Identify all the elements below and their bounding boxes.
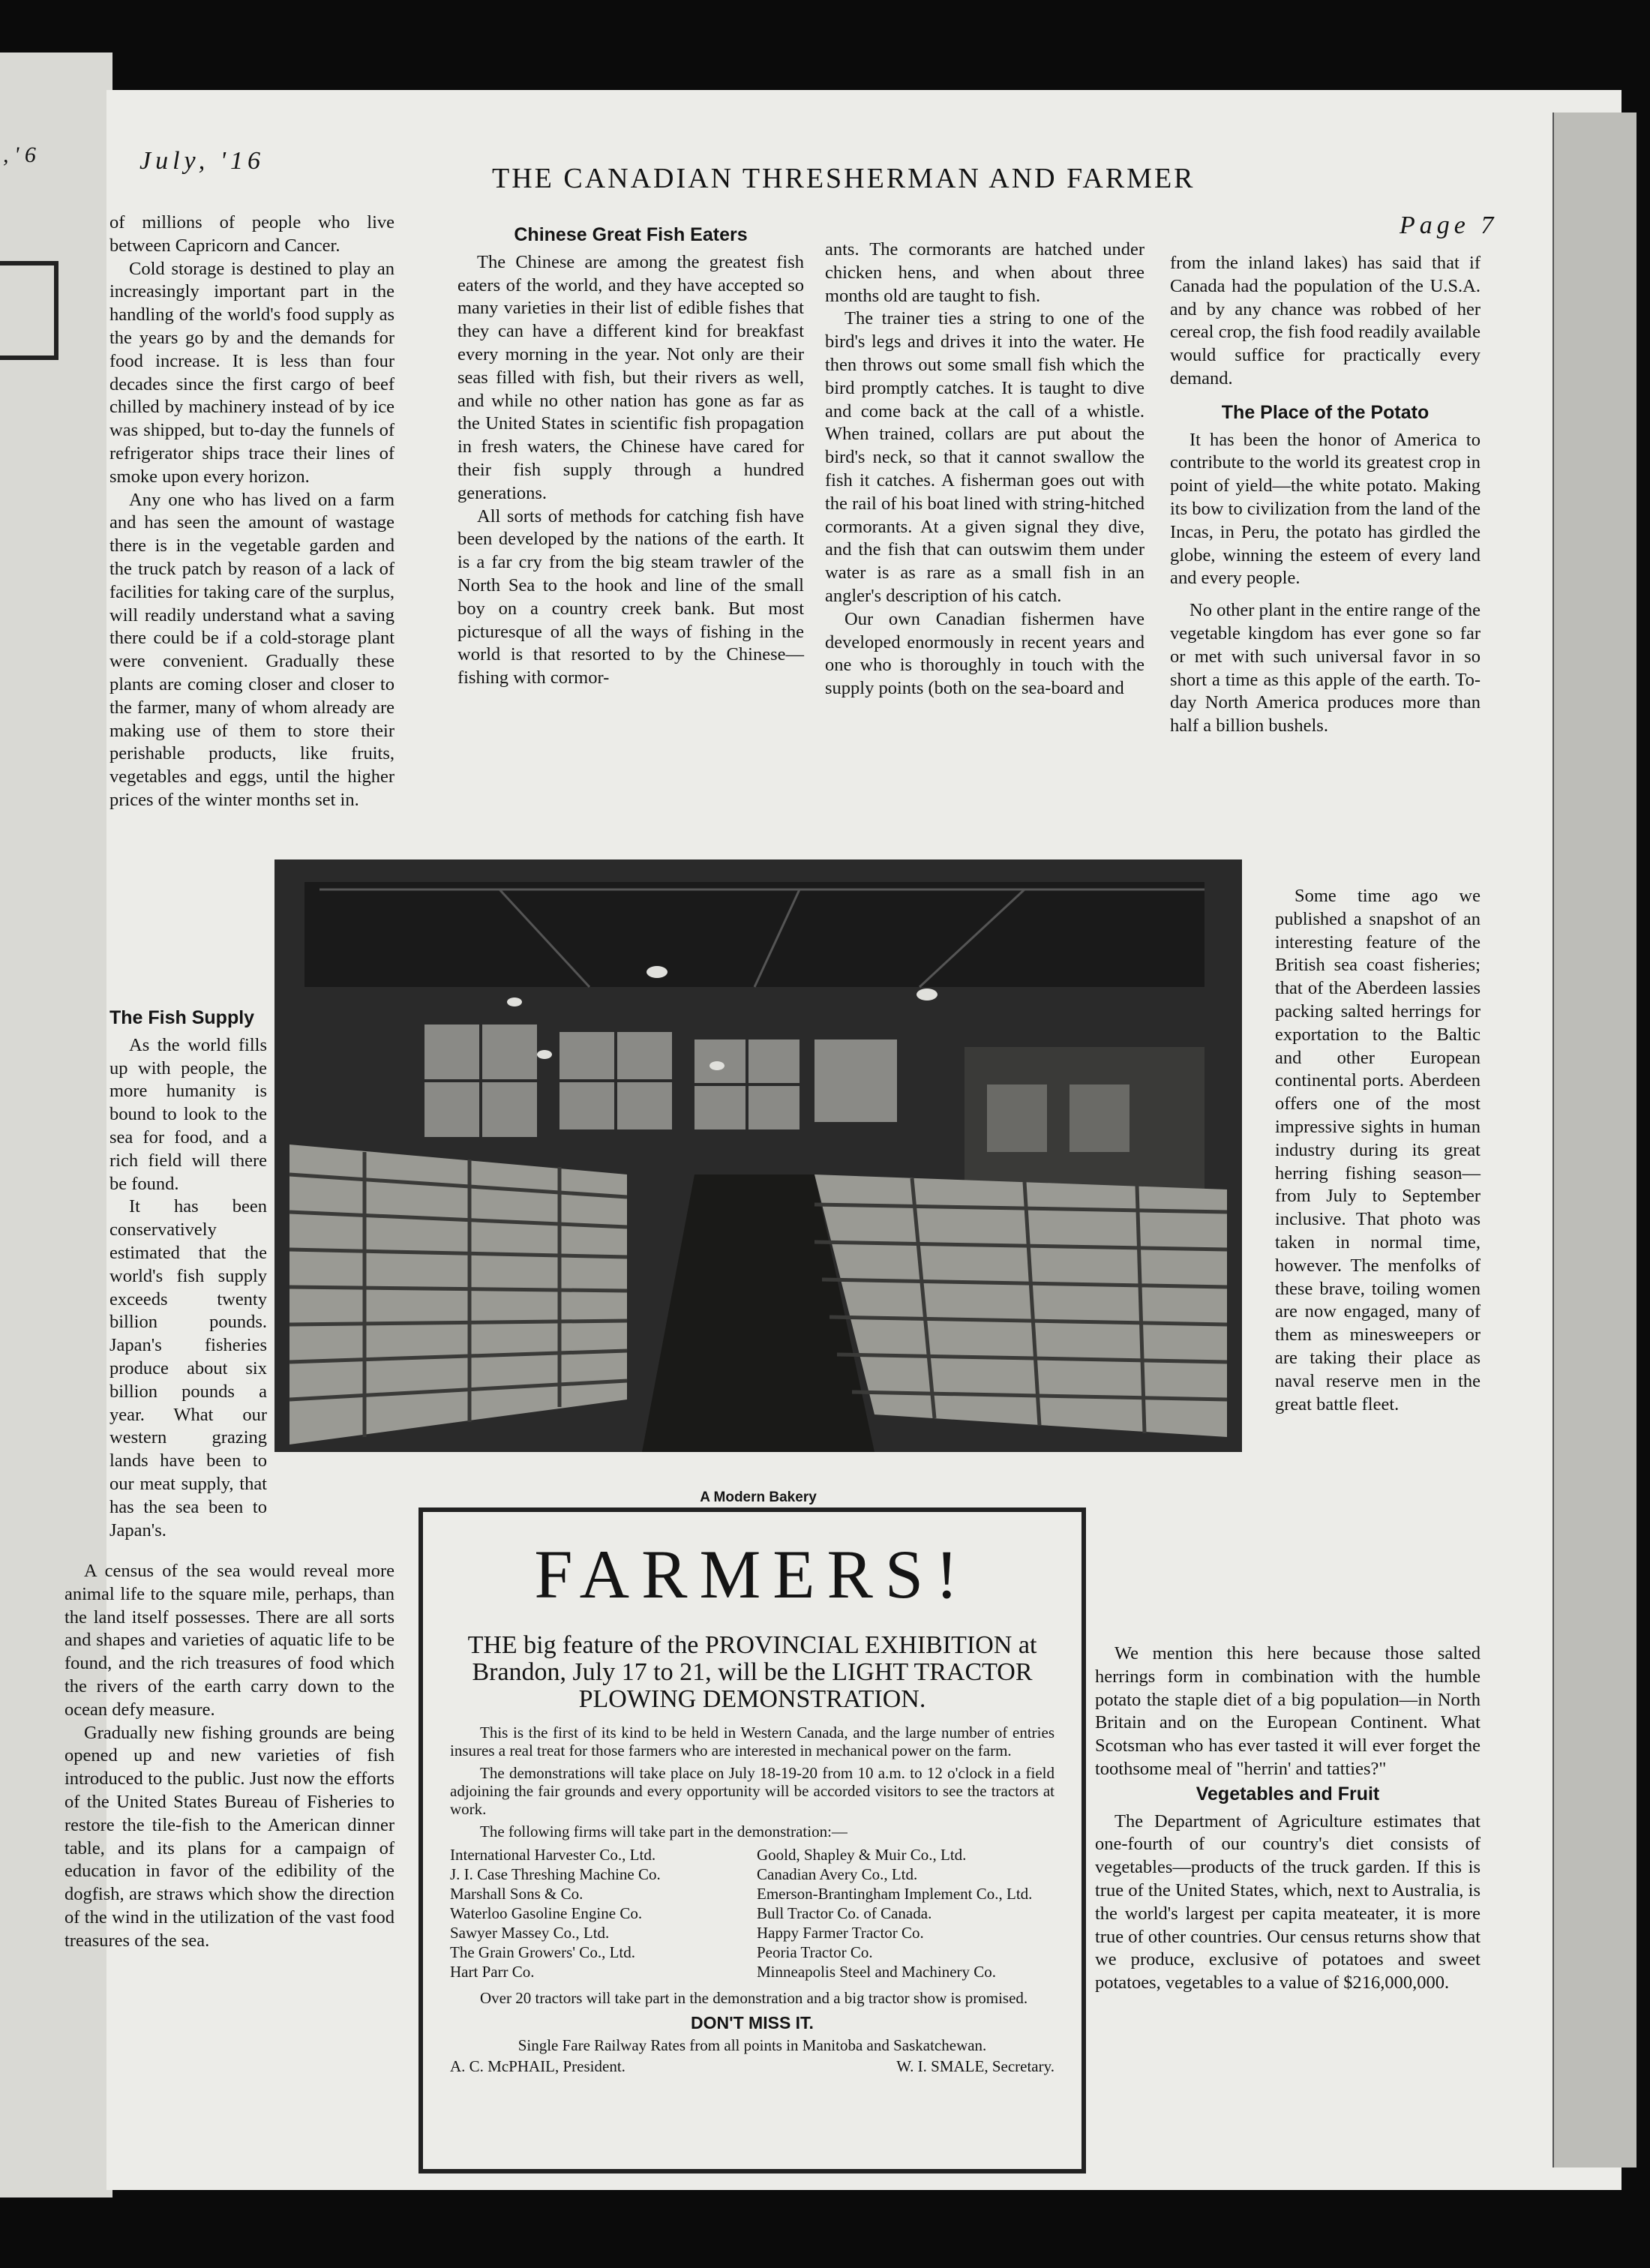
masthead-title: THE CANADIAN THRESHERMAN AND FARMER: [492, 163, 1196, 194]
paragraph: Gradually new fishing grounds are being opened up and new varieties of fish introduced to the public. Just now the efforts of the United States Bureau of Fisheries to restore the tile-fish to the American dinner table, and its plans for a campaign of education in favor of the edibility of the dogfish, are straws which show the direction of the wind in the utilization of the vast food treasures of the sea.: [64, 1722, 394, 1951]
column-1-lower: [110, 1005, 267, 1542]
ad-paragraph: This is the first of its kind to be held in Western Canada, and the large number of entries insures a real treat for those farmers who are interested in mechanical power on the farm.: [450, 1724, 1054, 1760]
ad-dont-miss: DON'T MISS IT.: [691, 2013, 814, 2032]
ad-rates: Single Fare Railway Rates from all points in Manitoba and Saskatchewan.: [518, 2036, 987, 2054]
bakery-photo-illustration: [274, 860, 1242, 1452]
paragraph: Any one who has lived on a farm and has seen the amount of wastage there is in the vegetable garden and the truck patch by reason of a lack of facilities for taking care of the surplus, will readily understand what a saving there could be if a cold-storage plant were convenient. Gradually these plants are coming closer and closer to the farmer, many of whom already are making use of them to store their perishable products, like fruits, vegetables and eggs, until the higher prices of the winter months set in.: [110, 489, 394, 810]
paragraph: Cold storage is destined to play an increasingly important part in the handling of the world's food supply as the years go by and the demands for food increase. It is less than four decades since the first cargo of beef chilled by machinery instead of by ice was shipped, but to-day the funnels of refrigerator ships trace their lines of smoke upon every horizon.: [110, 258, 394, 487]
paragraph: As the world fills up with people, the more humanity is bound to look to the sea for food, and a rich field will there be found.: [110, 1034, 267, 1194]
paragraph: We mention this here because those salted herrings form in combination with the humble potato the staple diet of a big population—in North Britain and on the European Continent. What Scotsman who has ever tasted it will ever forget the toothsome meal of "herrin' and tatties?": [1095, 1643, 1480, 1779]
column-4-middle: [1275, 885, 1480, 1416]
heading-place-of-potato: The Place of the Potato: [1221, 401, 1430, 423]
paragraph: of millions of people who live between Capricorn and Cancer.: [110, 212, 394, 256]
firm-name: Marshall Sons & Co.: [450, 1885, 584, 1903]
previous-page-box: [0, 261, 58, 360]
exhibition-advertisement: [418, 1508, 1086, 2174]
firm-list: [450, 1845, 1054, 1982]
firm-list-right: [757, 1845, 1054, 1982]
firm-name: International Harvester Co., Ltd.: [450, 1846, 656, 1864]
column-3: [825, 238, 1144, 700]
photo-caption: A Modern Bakery: [700, 1490, 817, 1505]
ad-paragraph: The following firms will take part in the demonstration:—: [480, 1822, 848, 1840]
paragraph: All sorts of methods for catching fish have been developed by the nations of the earth. It is a far cry from the big steam trawler of the North Sea to the hook and line of the small boy on a country creek bank. But most picturesque of all the ways of fishing in the world is that resorted to by the Chinese—fishing with cormor-: [458, 506, 804, 688]
column-1: [110, 212, 394, 812]
column-4: [1170, 252, 1480, 738]
firm-name: Bull Tractor Co. of Canada.: [757, 1904, 932, 1922]
column-4-bottom: [1095, 1642, 1480, 1995]
paragraph: The trainer ties a string to one of the bird's legs and drives it into the water. He then throws out some small fish which the bird promptly catches. It is taught to dive and come back at the call of a whistle. When trained, collars are put about the bird's neck, so that it cannot swallow the fish it catches. A fisherman goes out with the rail of his boat lined with string-hitched cormorants. At a given signal they dive, and the fish that can outswim them under water is as rare as a small fish in an angler's description of his catch.: [825, 308, 1144, 606]
ad-closing: [450, 1989, 1054, 2007]
column-2: [458, 222, 804, 690]
paragraph: Some time ago we published a snapshot of an interesting feature of the British sea coast fisheries; that of the Aberdeen lassies packing salted herrings for exportation to the Baltic and other European continental ports. Aberdeen offers one of the most impressive sights in human industry during its great herring fishing season—from July to September inclusive. That photo was taken in normal time, however. The menfolks of these brave, toiling women are now engaged, many of them as minesweepers or are taking their place as naval reserve men in the great battle fleet.: [1275, 886, 1480, 1414]
page-number: Page 7: [1400, 212, 1498, 239]
firm-name: Hart Parr Co.: [450, 1963, 535, 1981]
firm-name: Emerson-Brantingham Implement Co., Ltd.: [757, 1885, 1033, 1903]
firm-name: Happy Farmer Tractor Co.: [757, 1924, 924, 1942]
ad-signatures: [450, 2057, 1054, 2076]
firm-name: Goold, Shapley & Muir Co., Ltd.: [757, 1846, 967, 1864]
firm-name: J. I. Case Threshing Machine Co.: [450, 1865, 661, 1883]
paragraph: The Chinese are among the greatest fish eaters of the world, and they have accepted so many varieties in their list of edible fishes that they can have a different kind for breakfast every morning in the year. Not only are their seas filled with fish, but their rivers as well, and while no other nation has gone as far as the United States in scientific fish propagation in fresh waters, the Chinese have cared for their fish supply through a hundred generations.: [458, 251, 804, 503]
paragraph: No other plant in the entire range of the vegetable kingdom has ever gone so far or met with such universal favor in so short a time as this apple of the earth. To-day North America produces more than half a billion bushels.: [1170, 600, 1480, 736]
heading-chinese-fish-eaters: Chinese Great Fish Eaters: [514, 224, 748, 245]
ad-lead: THE big feature of the PROVINCIAL EXHIBITION at Brandon, July 17 to 21, will be the LIGHT TRACTOR PLOWING DEMONSTRATION.: [467, 1631, 1037, 1713]
ad-secretary: W. I. SMALE, Secretary.: [896, 2057, 1054, 2075]
previous-page-header: , ' 6: [3, 142, 36, 167]
firm-name: The Grain Growers' Co., Ltd.: [450, 1943, 635, 1961]
paragraph: ants. The cormorants are hatched under chicken hens, and when about three months old are taught to fish.: [825, 239, 1144, 306]
firm-name: Peoria Tractor Co.: [757, 1943, 873, 1961]
column-1-bottom: [64, 1560, 394, 1953]
heading-vegetables-fruit: Vegetables and Fruit: [1196, 1783, 1380, 1804]
ad-paragraph: Over 20 tractors will take part in the demonstration and a big tractor show is promised.: [480, 1989, 1028, 2007]
ad-paragraph: The demonstrations will take place on July 18-19-20 from 10 a.m. to 12 o'clock in a field adjoining the fair grounds and every opportunity will be accorded visitors to see the tractors at work.: [450, 1764, 1054, 1818]
heading-fish-supply: The Fish Supply: [110, 1007, 255, 1028]
firm-name: Waterloo Gasoline Engine Co.: [450, 1904, 643, 1922]
paragraph: A census of the sea would reveal more animal life to the square mile, perhaps, than the land itself possesses. There are all sorts and shapes and varieties of aquatic life to be found, and the rich treasures of food which the rivers of the earth carry down to the ocean defy measure.: [64, 1561, 394, 1720]
paragraph: The Department of Agriculture estimates that one-fourth of our country's diet consists of vegetables—products of the truck garden. If this is true of the United States, which, next to Australia, is the world's largest per capita meateater, it is more true of other countries. Our census returns show that we produce, exclusive of potatoes and sweet potatoes, vegetables to a value of $216,000,000.: [1095, 1810, 1480, 1994]
paragraph: from the inland lakes) has said that if Canada had the population of the U.S.A. and by any chance was robbed of her cereal crop, the fish food readily available would suffice for practically every demand.: [1170, 253, 1480, 388]
ad-body: [450, 1724, 1054, 1840]
paragraph: It has been conservatively estimated that the world's fish supply exceeds twenty billion pounds. Japan's fisheries produce about six billion pounds a year. What our western grazing lands have been to our meat supply, that has the sea been to Japan's.: [110, 1196, 267, 1540]
paragraph: It has been the honor of America to contribute to the world its greatest crop in point of yield—the white potato. Making its bow to civilization from the land of the Incas, in Peru, the potato has girdled the globe, winning the esteem of every land and every people.: [1170, 429, 1480, 589]
ad-title: FARMERS!: [534, 1536, 970, 1612]
issue-date: July, '16: [140, 147, 266, 175]
paragraph: Our own Canadian fishermen have developed enormously in recent years and one who is thoroughly in touch with the supply points (both on the sea-board and: [825, 608, 1144, 699]
bakery-photo: [274, 860, 1242, 1452]
firm-list-left: [450, 1845, 748, 1982]
firm-name: Sawyer Massey Co., Ltd.: [450, 1924, 610, 1942]
firm-name: Canadian Avery Co., Ltd.: [757, 1865, 918, 1883]
ad-president: A. C. McPHAIL, President.: [450, 2057, 626, 2075]
firm-name: Minneapolis Steel and Machinery Co.: [757, 1963, 997, 1981]
book-edge: [1552, 112, 1636, 2168]
